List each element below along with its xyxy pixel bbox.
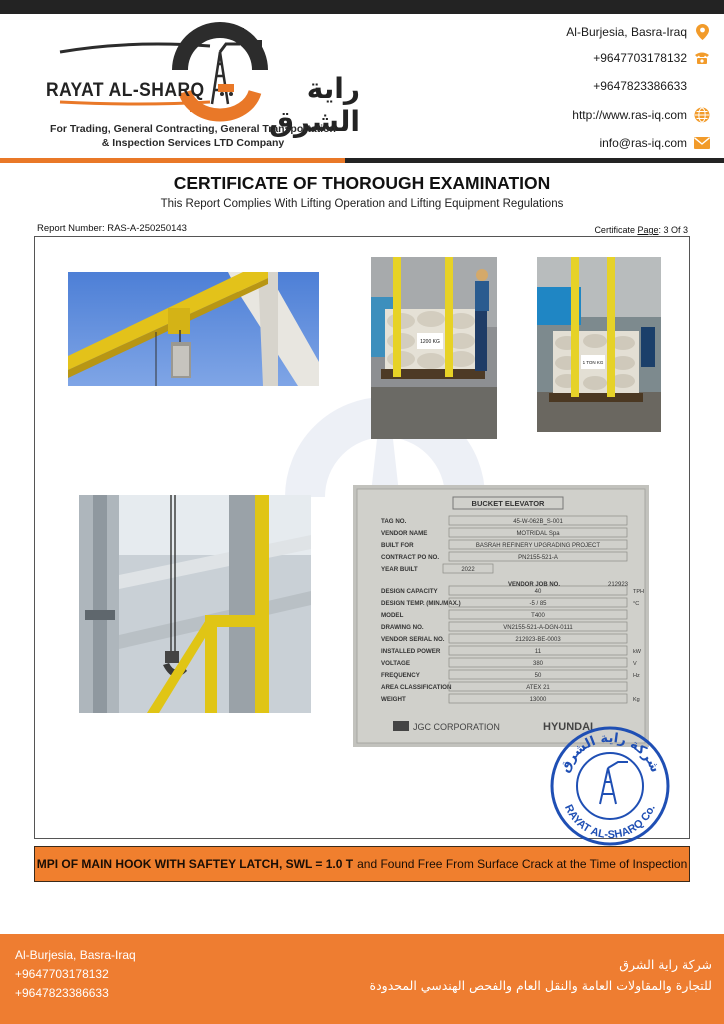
contact-phone-2-text: +9647823386633: [593, 79, 687, 93]
nameplate-label: YEAR BUILT: [381, 566, 418, 573]
tagline-line-2: & Inspection Services LTD Company: [101, 137, 285, 149]
page-footer: [0, 934, 724, 1024]
contact-address-text: Al-Burjesia, Basra-Iraq: [566, 25, 687, 39]
footer-company-desc-ar: للتجارة والمقاولات العامة والنقل العام والفحص الهندسي المحدودة: [369, 978, 712, 993]
contact-website-text: http://www.ras-iq.com: [572, 108, 687, 122]
nameplate-value: 2022: [461, 567, 475, 573]
footer-address: Al-Burjesia, Basra-Iraq: [15, 948, 136, 962]
nameplate-value: -5 / 85: [529, 601, 547, 607]
nameplate-label: DESIGN CAPACITY: [381, 588, 438, 595]
nameplate-value: BASRAH REFINERY UPGRADING PROJECT: [475, 543, 601, 549]
contact-address: [566, 24, 710, 40]
nameplate-unit: V: [633, 661, 637, 667]
nameplate-unit: kW: [633, 649, 641, 655]
nameplate-label: MODEL: [381, 612, 404, 619]
nameplate-label: VENDOR NAME: [381, 530, 428, 537]
nameplate-label: BUILT FOR: [381, 542, 414, 549]
top-dark-bar: [0, 0, 724, 14]
nameplate-label: DRAWING NO.: [381, 624, 424, 631]
nameplate-maker-right: HYUNDAI: [543, 721, 594, 733]
company-tagline: [0, 122, 386, 150]
nameplate-label: AREA CLASSIFICATION: [381, 684, 452, 691]
company-stamp: [548, 724, 672, 848]
globe-icon: [694, 107, 710, 123]
nameplate-label: VENDOR SERIAL NO.: [381, 636, 445, 643]
nameplate-label: FREQUENCY: [381, 672, 420, 679]
certificate-title: CERTIFICATE OF THOROUGH EXAMINATION: [173, 173, 551, 193]
footer-company-name-ar: شركة راية الشرق: [619, 957, 712, 972]
mail-icon: [694, 135, 710, 151]
nameplate-vendor-job-value: 212923: [608, 582, 629, 588]
nameplate-label: CONTRACT PO NO.: [381, 554, 440, 561]
certificate-page: [594, 225, 688, 235]
logo-name-arabic: راية الشرق: [268, 72, 360, 138]
contact-phone-2[interactable]: [593, 79, 687, 93]
header-divider-orange: [0, 158, 345, 163]
logo-name-english: RAYAT AL-SHARQ: [46, 80, 205, 101]
nameplate-title: BUCKET ELEVATOR: [471, 499, 545, 508]
nameplate-value: 212923-BE-0003: [515, 637, 561, 643]
phone-icon: [694, 50, 710, 66]
photo-main-hook: [79, 495, 311, 713]
footer-company-arabic: [370, 954, 712, 996]
certificate-page-label: Certificate: [594, 225, 638, 235]
certificate-subtitle: This Report Complies With Lifting Operation and Lifting Equipment Regulations: [160, 198, 564, 210]
nameplate-label: INSTALLED POWER: [381, 648, 441, 655]
nameplate-value: VN2155-521-A-DGN-0111: [503, 625, 573, 631]
contact-website[interactable]: [572, 107, 710, 123]
stamp-text-english: RAYAT AL-SHARQ Co.: [562, 802, 658, 842]
finding-rest-text: and Found Free From Surface Crack at the Time of Inspection: [357, 857, 688, 871]
nameplate-label: DESIGN TEMP. (MIN./MAX.): [381, 600, 461, 607]
nameplate-value: 50: [534, 673, 542, 679]
contact-phone-1-text: +9647703178132: [593, 51, 687, 65]
photo-crane-beam: [68, 272, 319, 386]
report-number: Report Number: RAS-A-250250143: [37, 223, 187, 234]
nameplate-vendor-job-label: VENDOR JOB NO.: [508, 582, 561, 588]
photo-nameplate: [353, 485, 649, 747]
footer-contacts: [15, 946, 136, 1003]
nameplate-svg: [353, 485, 649, 747]
nameplate-label: VOLTAGE: [381, 660, 410, 667]
nameplate-value: 380: [532, 661, 544, 667]
nameplate-value: ATEX 21: [526, 685, 550, 691]
nameplate-label: WEIGHT: [381, 696, 406, 703]
nameplate-value: 45-W-062B_S-001: [513, 519, 563, 525]
contact-email-text: info@ras-iq.com: [599, 136, 687, 150]
header-divider-dark: [345, 158, 724, 163]
tagline-line-1: For Trading, General Contracting, General Transportation: [50, 123, 336, 135]
nameplate-maker-left: JGC CORPORATION: [413, 722, 500, 732]
location-pin-icon: [694, 24, 710, 40]
footer-phone-2[interactable]: +9647823386633: [15, 986, 109, 1000]
load-tag-2: 1 TON KG: [582, 360, 604, 365]
nameplate-value: MOTRIDAL Spa: [516, 531, 560, 537]
stamp-seal-icon: [548, 724, 672, 848]
nameplate-value: PN2155-521-A: [518, 555, 558, 561]
certificate-page-word: Page: [637, 225, 659, 235]
stamp-text-arabic: شركة راية الشرق: [557, 730, 663, 775]
certificate-page-value: : 3 Of 3: [658, 225, 688, 235]
inspection-finding: [34, 846, 690, 882]
footer-phone-1[interactable]: +9647703178132: [15, 967, 109, 981]
nameplate-value: T400: [531, 613, 545, 619]
nameplate-unit: Kg: [633, 697, 640, 703]
nameplate-unit: Hz: [633, 673, 640, 679]
contact-phone-1[interactable]: [593, 50, 710, 66]
nameplate-unit: °C: [633, 601, 640, 607]
photo-load-test-1: [371, 257, 497, 439]
photo-load-test-2: [537, 257, 661, 432]
contact-email[interactable]: [599, 135, 710, 151]
load-tag-1: 1200 KG: [420, 339, 440, 345]
finding-bold-text: MPI OF MAIN HOOK WITH SAFTEY LATCH, SWL = 1.0 T: [36, 857, 354, 871]
nameplate-value: 11: [534, 649, 542, 655]
nameplate-value: 40: [534, 589, 542, 595]
nameplate-value: 13000: [529, 697, 547, 703]
nameplate-label: TAG NO.: [381, 518, 407, 525]
nameplate-unit: TPH: [633, 589, 644, 595]
